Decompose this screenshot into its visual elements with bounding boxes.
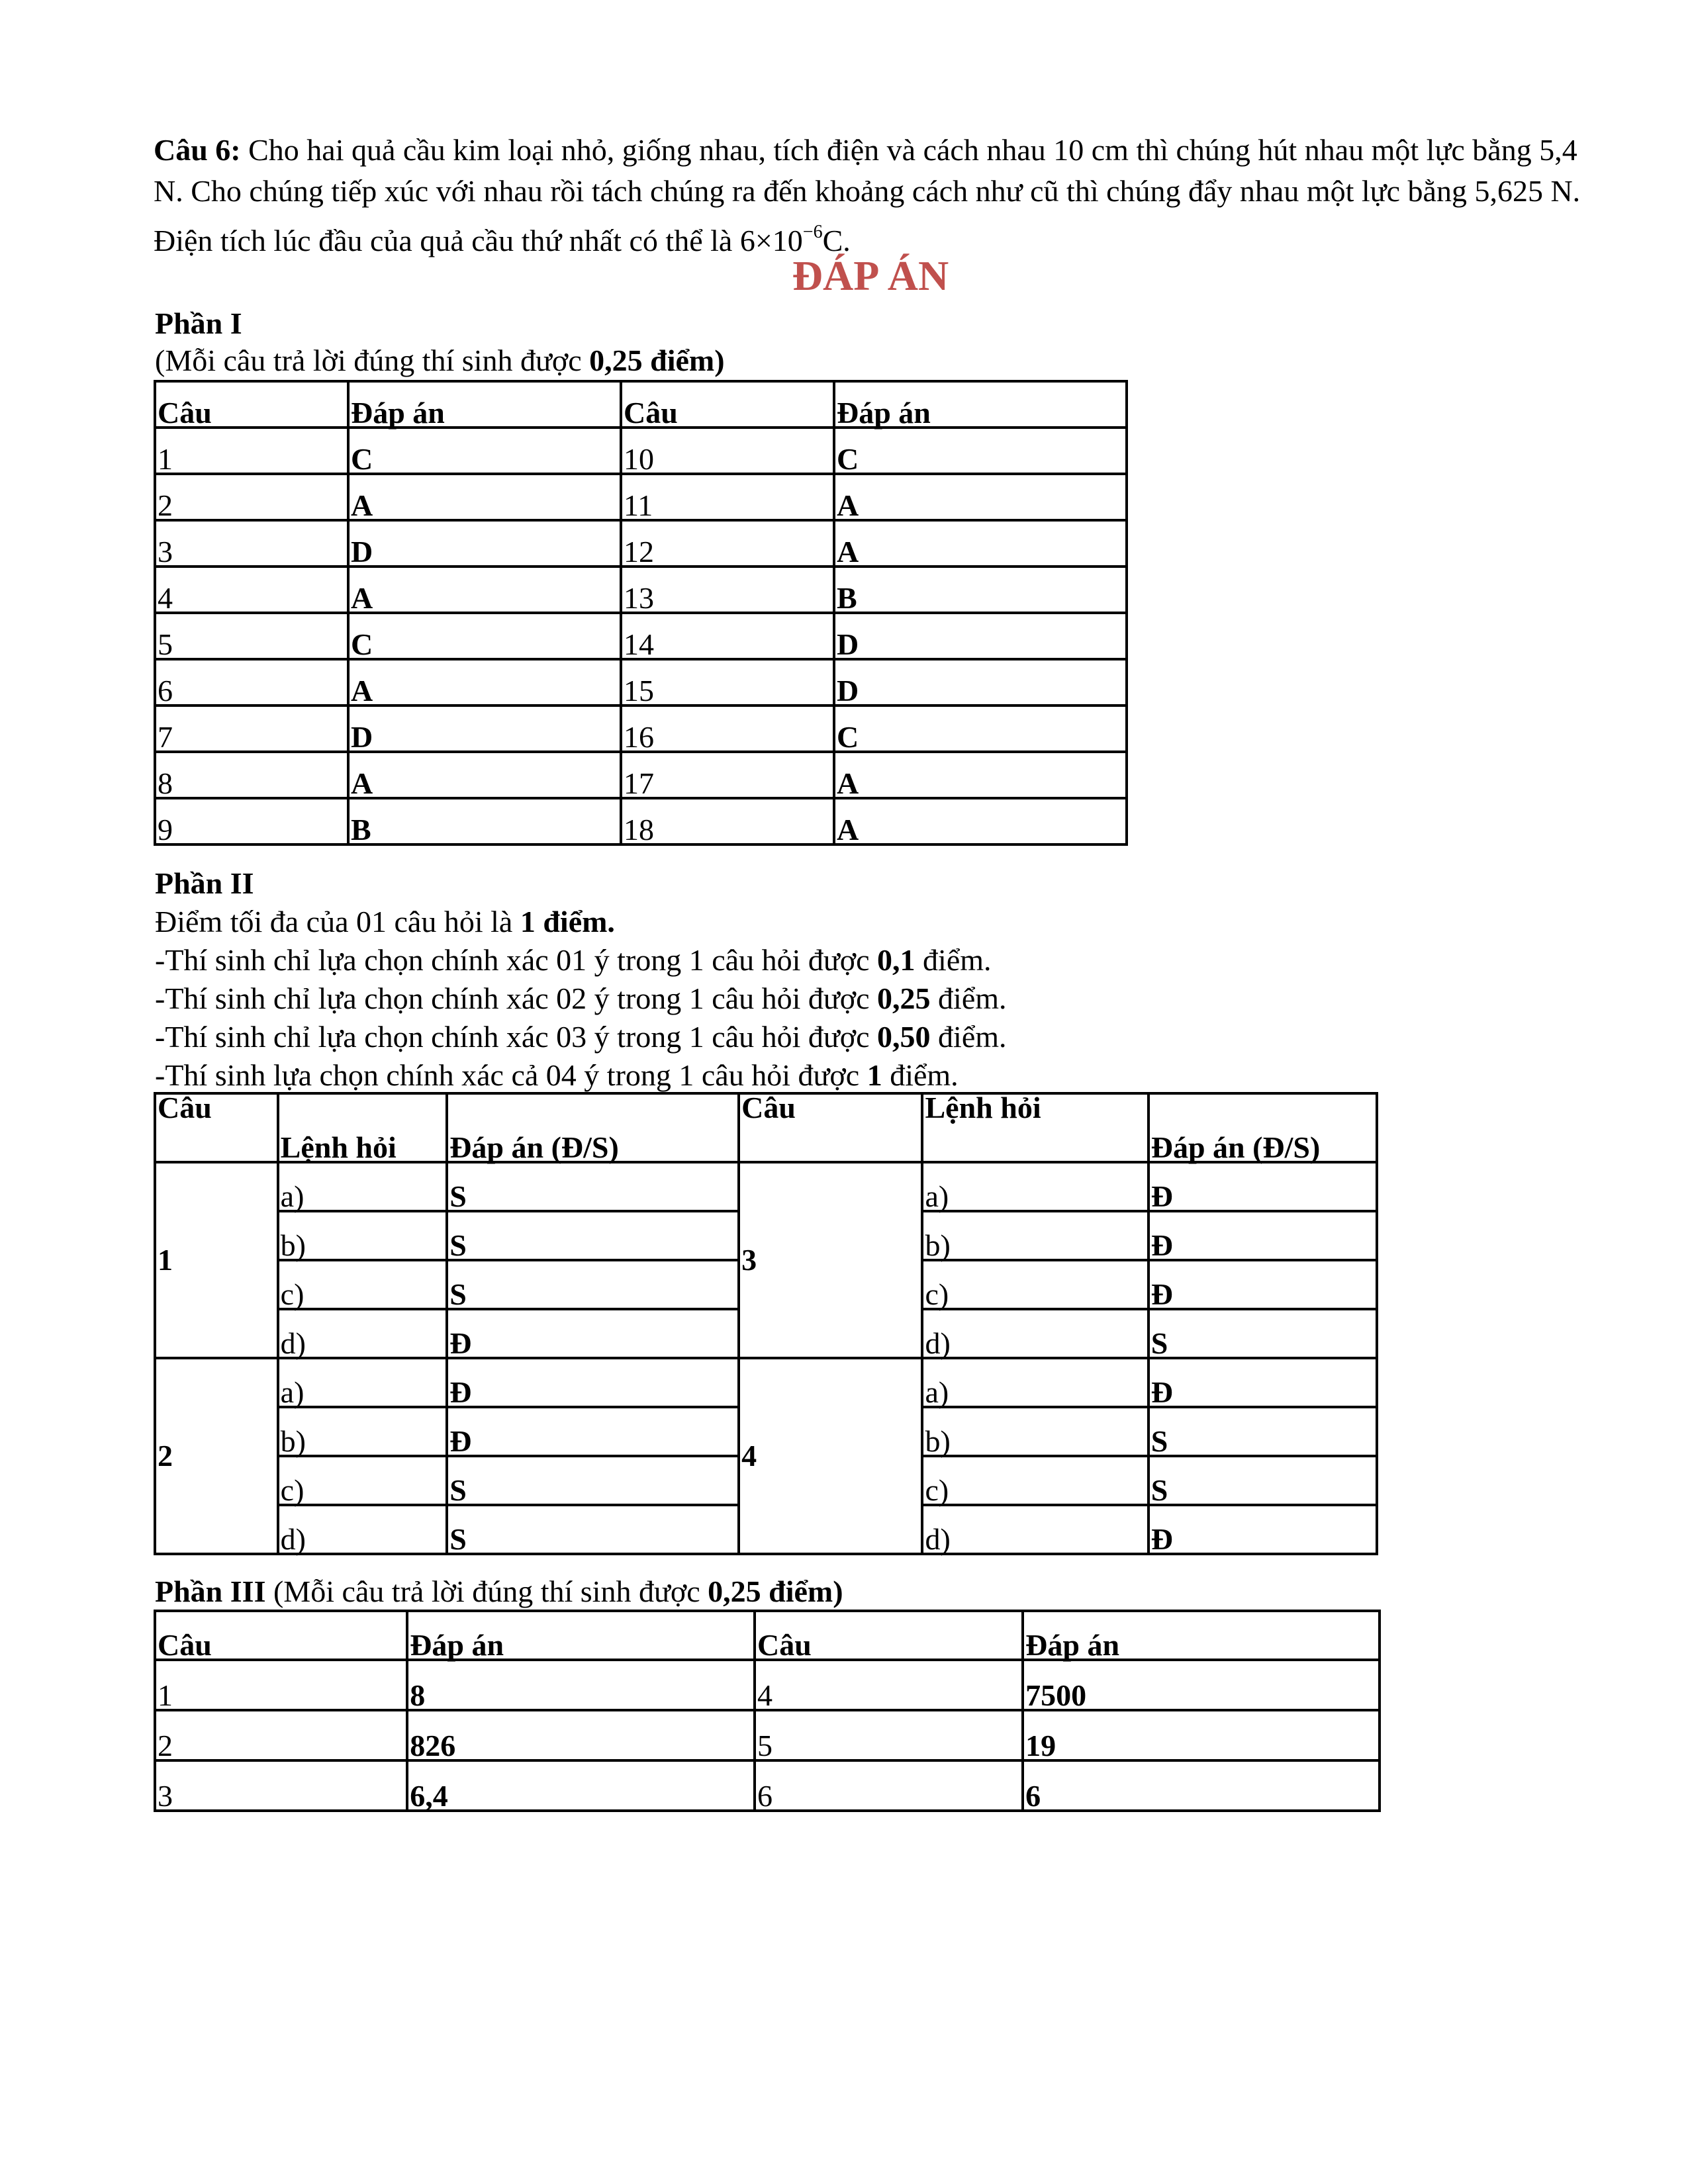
question-number-cell: 7: [155, 705, 348, 752]
question-number-cell: 2: [155, 1358, 278, 1554]
answer-title: ĐÁP ÁN: [792, 252, 949, 299]
answer-cell: A: [348, 474, 621, 520]
answer-cell: S: [447, 1211, 739, 1260]
rule-score: 0,50: [877, 1020, 931, 1054]
part2-rule-3: [155, 1018, 1007, 1056]
answer-cell: S: [1149, 1407, 1377, 1456]
part3-note-text: (Mỗi câu trả lời đúng thí sinh được: [265, 1574, 708, 1608]
answer-cell: Đ: [1149, 1162, 1377, 1211]
charge-unit: C.: [822, 224, 851, 257]
question-number-cell: 16: [621, 705, 834, 752]
answer-cell: Đ: [447, 1309, 739, 1358]
answer-cell: 7500: [1023, 1660, 1380, 1710]
question-number-cell: 12: [621, 520, 834, 567]
rule-suffix: điểm.: [930, 1020, 1007, 1054]
answer-cell: A: [834, 520, 1127, 567]
answer-cell: C: [348, 613, 621, 659]
question-number-cell: 1: [155, 428, 348, 474]
answer-cell: D: [834, 659, 1127, 705]
statement-cell: c): [278, 1260, 447, 1309]
part1-note-bold: 0,25 điểm): [589, 343, 725, 377]
statement-cell: a): [922, 1358, 1148, 1407]
column-header: Đáp án: [407, 1611, 755, 1660]
answer-cell: A: [834, 474, 1127, 520]
answer-cell: Đ: [1149, 1260, 1377, 1309]
statement-cell: c): [922, 1456, 1148, 1505]
part3-table: [154, 1610, 1381, 1812]
part2-heading: Phần II: [155, 866, 254, 900]
part1-heading: Phần I: [155, 306, 242, 340]
statement-cell: b): [922, 1407, 1148, 1456]
question-number-cell: 10: [621, 428, 834, 474]
table-row: [155, 520, 1127, 567]
part2-rule-4: [155, 1056, 959, 1095]
answer-cell: 6: [1023, 1760, 1380, 1811]
answer-cell: A: [834, 752, 1127, 798]
question-number-cell: 4: [755, 1660, 1023, 1710]
answer-cell: 8: [407, 1660, 755, 1710]
statement-cell: a): [278, 1162, 447, 1211]
part1-table: [154, 380, 1128, 846]
question-6: [154, 130, 1597, 261]
charge-value: 6×10: [739, 224, 803, 257]
rule-score: 1: [867, 1058, 882, 1092]
table-row: [155, 1358, 1377, 1407]
question-number-cell: 1: [155, 1660, 407, 1710]
question-number-cell: 2: [155, 474, 348, 520]
rule-suffix: điểm.: [882, 1058, 959, 1092]
question-number-cell: 5: [755, 1710, 1023, 1760]
rule-text: -Thí sinh lựa chọn chính xác cả 04 ý trong 1 câu hỏi được: [155, 1058, 867, 1092]
table-row: [155, 1760, 1380, 1811]
question-number-cell: 3: [739, 1162, 922, 1358]
answer-cell: D: [348, 520, 621, 567]
part2-header-row: [155, 1093, 1377, 1162]
answer-cell: S: [447, 1260, 739, 1309]
statement-cell: d): [922, 1309, 1148, 1358]
part2-rule-2: [155, 979, 1007, 1018]
answer-cell: Đ: [447, 1407, 739, 1456]
rule-score: 0,1: [877, 943, 915, 977]
part1-header-row: [155, 381, 1127, 428]
column-header: Câu: [621, 381, 834, 428]
question-number-cell: 9: [155, 798, 348, 844]
column-header: Câu: [755, 1611, 1023, 1660]
column-header-dap-an: Đáp án (Đ/S): [1149, 1093, 1377, 1162]
answer-cell: B: [834, 567, 1127, 613]
table-row: [155, 659, 1127, 705]
charge-exponent: −6: [802, 222, 823, 242]
rule-score: 0,25: [877, 981, 931, 1015]
statement-cell: b): [278, 1407, 447, 1456]
part1-note: [155, 341, 725, 380]
answer-cell: 19: [1023, 1710, 1380, 1760]
answer-cell: S: [447, 1162, 739, 1211]
question-number-cell: 8: [155, 752, 348, 798]
question-number-cell: 4: [739, 1358, 922, 1554]
answer-cell: C: [348, 428, 621, 474]
answer-cell: S: [1149, 1309, 1377, 1358]
rule-text: -Thí sinh chỉ lựa chọn chính xác 02 ý trong 1 câu hỏi được: [155, 981, 878, 1015]
column-header-lenh-hoi: Lệnh hỏi: [922, 1093, 1148, 1162]
answer-cell: 6,4: [407, 1760, 755, 1811]
question-number-cell: 15: [621, 659, 834, 705]
answer-cell: C: [834, 705, 1127, 752]
answer-cell: B: [348, 798, 621, 844]
part2-max-score: [155, 903, 615, 941]
question-number-cell: 13: [621, 567, 834, 613]
answer-cell: Đ: [1149, 1211, 1377, 1260]
rule-suffix: điểm.: [930, 981, 1007, 1015]
table-row: [155, 613, 1127, 659]
part3-header-row: [155, 1611, 1380, 1660]
part3-heading-line: [155, 1572, 843, 1611]
column-header-lenh-hoi: Lệnh hỏi: [278, 1093, 447, 1162]
question-number-cell: 14: [621, 613, 834, 659]
question-number-cell: 18: [621, 798, 834, 844]
statement-cell: c): [278, 1456, 447, 1505]
rule-text: -Thí sinh chỉ lựa chọn chính xác 01 ý trong 1 câu hỏi được: [155, 943, 878, 977]
part2-table: [154, 1092, 1378, 1555]
question-number-cell: 6: [755, 1760, 1023, 1811]
column-header: Đáp án: [1023, 1611, 1380, 1660]
part1-note-text: (Mỗi câu trả lời đúng thí sinh được: [155, 343, 590, 377]
question-number-cell: 4: [155, 567, 348, 613]
column-header: Đáp án: [834, 381, 1127, 428]
column-header: Câu: [155, 1611, 407, 1660]
question-number-cell: 5: [155, 613, 348, 659]
rule-suffix: điểm.: [915, 943, 992, 977]
question-number-cell: 3: [155, 1760, 407, 1811]
question-number-cell: 2: [155, 1710, 407, 1760]
answer-cell: Đ: [1149, 1505, 1377, 1554]
column-header-dap-an: Đáp án (Đ/S): [447, 1093, 739, 1162]
answer-cell: A: [348, 567, 621, 613]
part2-rule-1: [155, 941, 992, 979]
statement-cell: d): [922, 1505, 1148, 1554]
question-6-text: Cho hai quả cầu kim loại nhỏ, giống nhau, tích điện và cách nhau 10 cm thì chúng hút nhau một lực bằng 5,4 N. Cho chúng tiếp xúc với nhau rồi tách chúng ra đến khoảng cách như cũ thì chúng đẩy nhau một lực bằng 5,625 N. Điện tích lúc đầu của quả cầu thứ nhất có thể là: [154, 133, 1581, 257]
column-header: Câu: [155, 381, 348, 428]
question-number-cell: 1: [155, 1162, 278, 1358]
answer-cell: Đ: [1149, 1358, 1377, 1407]
answer-cell: S: [447, 1456, 739, 1505]
column-header-cau: Câu: [155, 1093, 278, 1162]
part3-note-bold: 0,25 điểm): [708, 1574, 843, 1608]
table-row: [155, 1162, 1377, 1211]
answer-cell: S: [447, 1505, 739, 1554]
column-header: Đáp án: [348, 381, 621, 428]
table-row: [155, 1660, 1380, 1710]
table-row: [155, 567, 1127, 613]
answer-cell: D: [348, 705, 621, 752]
answer-cell: 826: [407, 1710, 755, 1760]
table-row: [155, 428, 1127, 474]
statement-cell: d): [278, 1309, 447, 1358]
table-row: [155, 705, 1127, 752]
table-row: [155, 752, 1127, 798]
rule-text: -Thí sinh chỉ lựa chọn chính xác 03 ý trong 1 câu hỏi được: [155, 1020, 878, 1054]
answer-cell: S: [1149, 1456, 1377, 1505]
table-row: [155, 1710, 1380, 1760]
statement-cell: a): [278, 1358, 447, 1407]
part2-max-text: Điểm tối đa của 01 câu hỏi là: [155, 905, 520, 938]
question-6-label: Câu 6:: [154, 133, 241, 167]
statement-cell: d): [278, 1505, 447, 1554]
question-number-cell: 17: [621, 752, 834, 798]
column-header-cau: Câu: [739, 1093, 922, 1162]
question-number-cell: 3: [155, 520, 348, 567]
statement-cell: b): [278, 1211, 447, 1260]
answer-cell: A: [348, 659, 621, 705]
part2-max-bold: 1 điểm.: [520, 905, 615, 938]
statement-cell: c): [922, 1260, 1148, 1309]
answer-cell: C: [834, 428, 1127, 474]
answer-cell: A: [834, 798, 1127, 844]
table-row: [155, 798, 1127, 844]
statement-cell: b): [922, 1211, 1148, 1260]
answer-cell: Đ: [447, 1358, 739, 1407]
statement-cell: a): [922, 1162, 1148, 1211]
answer-cell: D: [834, 613, 1127, 659]
part3-heading: Phần III: [155, 1574, 266, 1608]
question-number-cell: 11: [621, 474, 834, 520]
question-number-cell: 6: [155, 659, 348, 705]
table-row: [155, 474, 1127, 520]
answer-cell: A: [348, 752, 621, 798]
